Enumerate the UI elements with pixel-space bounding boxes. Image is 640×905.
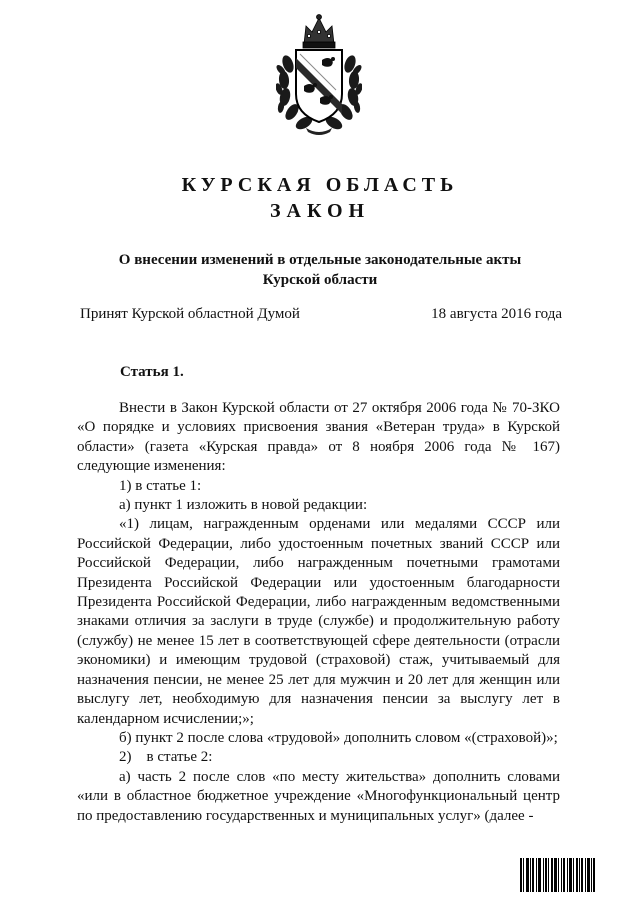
article-paragraph: «1) лицам, награжденным орденами или медалями СССР или Российской Федерации, либо удостоенным почетных званий СССР или Российской Федерации, либо награжденным почетными грамотами Президента Российской Федерации или удостоенным благодарности Президента Российской Федерации, либо награжденным ведомственными знаками отличия за заслуги в труде (службе) и продолжительную работу (службу) не менее 15 лет в соответствующей сфере деятельности (отрасли экономики) и имеющим трудовой (страховой) стаж, учитываемый для назначения пенсии, не менее 25 лет для мужчин и 20 лет для женщин или выслугу лет, необходимую для назначения пенсии за выслугу лет в календарном исчислении;»; <box>77 516 560 727</box>
article-body <box>77 399 560 826</box>
article-paragraph: 1) в статье 1: <box>119 477 202 494</box>
coat-of-arms-icon <box>276 14 362 136</box>
article-heading: Статья 1. <box>120 364 184 380</box>
law-subject-line-1: О внесении изменений в отдельные законодательные акты <box>118 252 522 268</box>
adoption-date: 18 августа 2016 года <box>431 306 562 322</box>
article-paragraph: а) часть 2 после слов «по месту жительства» дополнить словами «или в областное бюджетное учреждение «Многофункциональный центр по предоставлению государственных и муниципальных услуг» (далее - <box>77 768 560 824</box>
adopted-by-text: Принят Курской областной Думой <box>80 306 300 322</box>
article-paragraph: а) пункт 1 изложить в новой редакции: <box>119 497 368 514</box>
barcode-icon <box>520 858 612 892</box>
document-type-title: ЗАКОН <box>269 200 371 222</box>
article-paragraph: Внести в Закон Курской области от 27 октября 2006 года № 70-ЗКО «О порядке и условиях присвоения звания «Ветеран труда» в Курской области» (газета «Курская правда» от 8 ноября 2006 года № 167) следующие изменения: <box>77 400 560 475</box>
article-paragraph: б) пункт 2 после слова «трудовой» дополнить словом «(страховой)»; <box>119 729 558 746</box>
law-subject-line-2: Курской области <box>262 272 378 288</box>
article-paragraph: 2) в статье 2: <box>119 749 213 766</box>
region-title: КУРСКАЯ ОБЛАСТЬ <box>181 174 459 196</box>
